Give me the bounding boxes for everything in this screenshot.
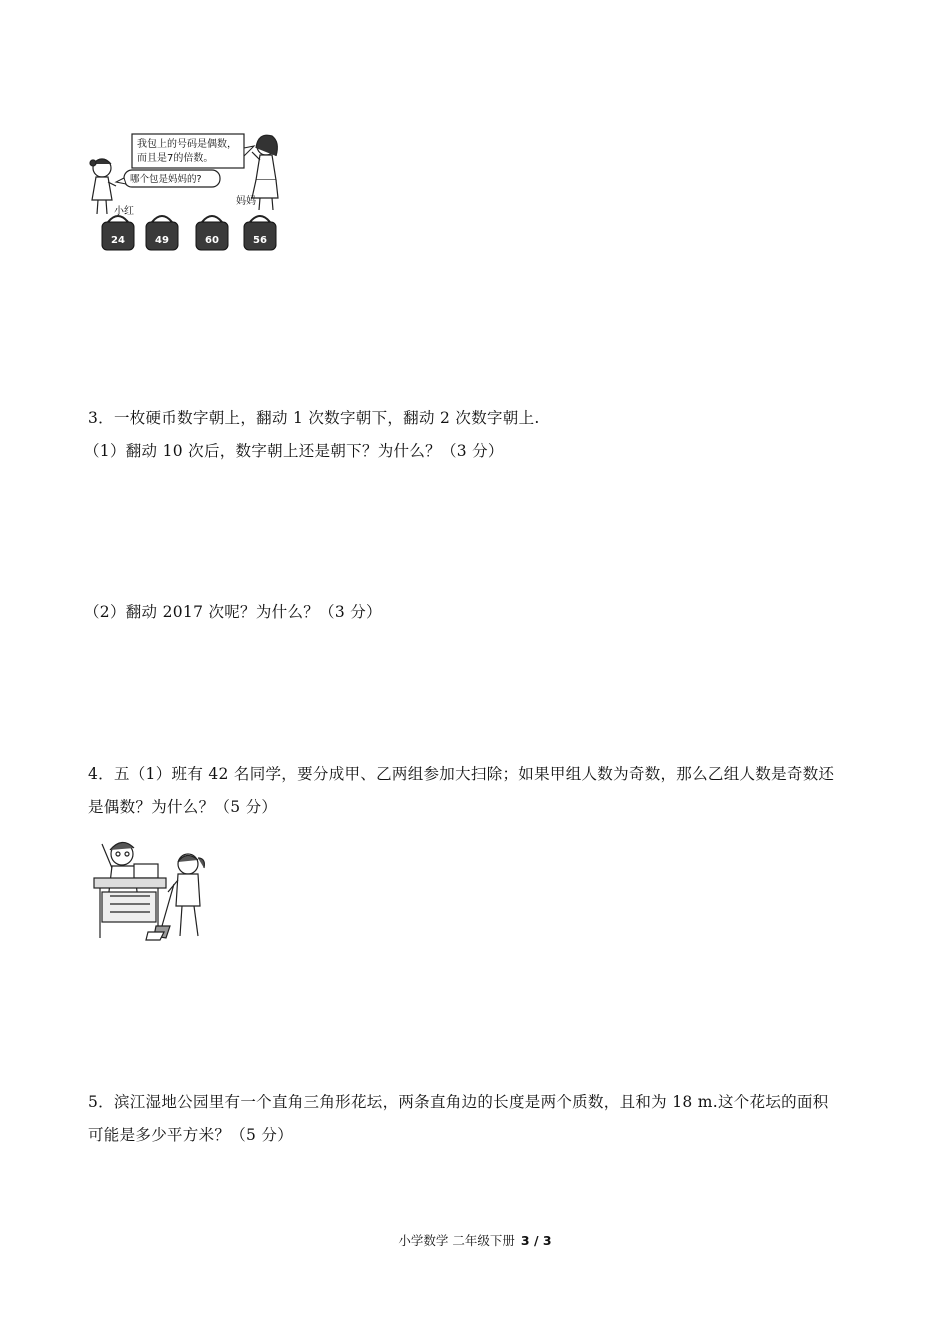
footer-text: 小学数学 二年级下册: [398, 1233, 515, 1248]
mom-speech-line2: 而且是7的倍数。: [137, 153, 214, 164]
bag-2: [146, 216, 178, 250]
student-right: [168, 854, 204, 936]
q3-sub1: （1）翻动 10 次后，数字朝上还是朝下？为什么？（3 分）: [84, 442, 504, 460]
girl-label: 小红: [114, 206, 134, 217]
bag-1: [102, 216, 134, 250]
bag-4: [244, 216, 276, 250]
bag-3-number: 60: [205, 235, 219, 246]
cleaning-illustration: [90, 834, 216, 944]
girl-speech: 哪个包是妈妈的?: [130, 174, 202, 185]
page-footer: [0, 1231, 950, 1249]
mom-speech-line1: 我包上的号码是偶数，: [137, 139, 237, 150]
mom-label: 妈妈: [236, 196, 256, 207]
q5-line1: 5．滨江湿地公园里有一个直角三角形花坛，两条直角边的长度是两个质数，且和为 18 m.这个花坛的面积: [88, 1093, 829, 1111]
bag-2-number: 49: [155, 235, 169, 246]
q3-sub2: （2）翻动 2017 次呢？为什么？（3 分）: [84, 603, 382, 621]
bag-3: [196, 216, 228, 250]
girl-figure: [90, 159, 116, 214]
q5-line2: 可能是多少平方米？（5 分）: [88, 1126, 293, 1144]
bags-illustration: [88, 130, 288, 258]
bag-1-number: 24: [111, 235, 125, 246]
q4-line2: 是偶数？为什么？（5 分）: [88, 798, 278, 816]
bag-4-number: 56: [253, 235, 267, 246]
q4-line1: 4．五（1）班有 42 名同学，要分成甲、乙两组参加大扫除；如果甲组人数为奇数，那么乙组人数是奇数还: [88, 765, 835, 783]
page-number: 3 / 3: [520, 1233, 552, 1248]
q3-stem: 3．一枚硬币数字朝上，翻动 1 次数字朝下，翻动 2 次数字朝上.: [88, 409, 540, 427]
